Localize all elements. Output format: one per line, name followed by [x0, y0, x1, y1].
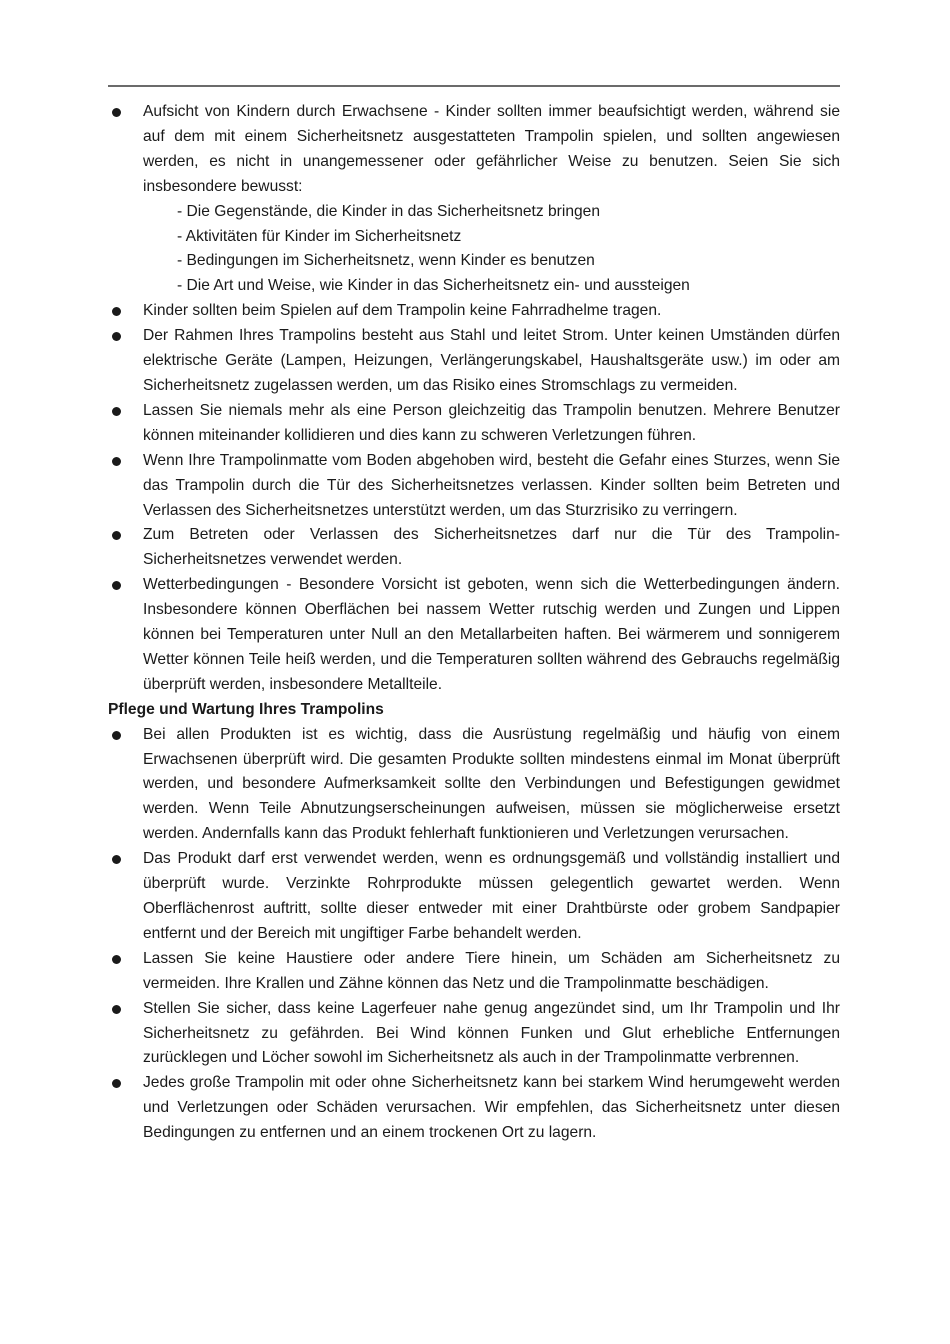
list-item: [108, 1071, 840, 1146]
safety-bullet-list: [108, 100, 840, 698]
bullet-icon: [112, 955, 121, 964]
bullet-icon: [112, 108, 121, 117]
bullet-icon: [112, 457, 121, 466]
sub-list-item: - Bedingungen im Sicherheitsnetz, wenn Kinder es benutzen: [177, 252, 595, 270]
sub-list-item: - Aktivitäten für Kinder im Sicherheitsnetz: [177, 227, 462, 245]
document-body: [108, 100, 840, 1146]
list-item: [108, 997, 840, 1072]
list-item: [108, 947, 840, 997]
bullet-text: Bei allen Produkten ist es wichtig, dass die Ausrüstung regelmäßig und häufig von einem Erwachsenen überprüft wird. Die gesamten Produkte sollten mindestens einmal im Monat überprüft werden, und besondere Aufmerksamkeit sollte den Verbindungen und Befestigungen gewidmet werden. Wenn Teile Abnutzungserscheinungen aufweisen, müssen sie möglicherweise ersetzt werden. Andernfalls kann das Produkt fehlerhaft funktionieren und Verletzungen verursachen.: [143, 725, 840, 843]
bullet-icon: [112, 307, 121, 316]
bullet-icon: [112, 581, 121, 590]
bullet-text: Zum Betreten oder Verlassen des Sicherheitsnetzes darf nur die Tür des Trampolin-Sicherheitsnetzes verwendet werden.: [143, 526, 840, 569]
bullet-icon: [112, 1005, 121, 1014]
bullet-icon: [112, 1079, 121, 1088]
bullet-icon: [112, 731, 121, 740]
list-item: [108, 847, 840, 947]
bullet-text: Kinder sollten beim Spielen auf dem Trampolin keine Fahrradhelme tragen.: [143, 302, 662, 320]
list-item: [108, 399, 840, 449]
bullet-text: Lassen Sie keine Haustiere oder andere Tiere hinein, um Schäden am Sicherheitsnetz zu vermeiden. Ihre Krallen und Zähne können das Netz und die Trampolinmatte beschädigen.: [143, 949, 840, 992]
bullet-text: Jedes große Trampolin mit oder ohne Sicherheitsnetz kann bei starkem Wind herumgeweht werden und Verletzungen oder Schäden verursachen. Wir empfehlen, das Sicherheitsnetz unter diesen Bedingungen zu entfernen und an einem trockenen Ort zu lagern.: [143, 1074, 840, 1142]
bullet-text: Stellen Sie sicher, dass keine Lagerfeuer nahe genug angezündet sind, um Ihr Trampolin und Ihr Sicherheitsnetz zu gefährden. Bei Wind können Funken und Glut erhebliche Entfernungen zurücklegen und Löcher sowohl im Sicherheitsnetz als auch in der Trampolinmatte verbrennen.: [143, 999, 840, 1067]
list-item: [108, 723, 840, 848]
bullet-text: Der Rahmen Ihres Trampolins besteht aus Stahl und leitet Strom. Unter keinen Umständen dürfen elektrische Geräte (Lampen, Heizungen, Verlängerungskabel, Haushaltsgeräte usw.) im oder am Sicherheitsnetz zugelassen werden, um das Risiko eines Stromschlags zu vermeiden.: [143, 327, 840, 394]
bullet-text: Wetterbedingungen - Besondere Vorsicht ist geboten, wenn sich die Wetterbedingungen ändern. Insbesondere können Oberflächen bei nassem Wetter rutschig werden und Zungen und Lippen können bei Temperaturen unter Null an den Metallarbeiten haften. Bei wärmerem und sonnigerem Wetter können Teile heiß werden, und die Temperaturen sollten während des Gebrauchs regelmäßig überprüft werden, insbesondere Metallteile.: [143, 576, 840, 693]
sub-list-item: - Die Gegenstände, die Kinder in das Sicherheitsnetz bringen: [177, 202, 601, 220]
awareness-sub-list: [143, 200, 840, 300]
list-item: [108, 324, 840, 399]
bullet-icon: [112, 855, 121, 864]
maintenance-bullet-list: [108, 723, 840, 1146]
bullet-icon: [112, 531, 121, 540]
list-item: [108, 573, 840, 698]
list-item: [108, 100, 840, 299]
list-item: [108, 449, 840, 524]
bullet-text: Das Produkt darf erst verwendet werden, wenn es ordnungsgemäß und vollständig installiert und überprüft wurde. Verzinkte Rohrprodukte müssen gelegentlich gewartet werden. Wenn Oberflächenrost auftritt, sollte dieser entweder mit einer Drahtbürste oder grobem Sandpapier entfernt und der Bereich mit ungiftiger Farbe behandelt werden.: [143, 850, 840, 942]
bullet-text: Aufsicht von Kindern durch Erwachsene - Kinder sollten immer beaufsichtigt werden, während sie auf dem mit einem Sicherheitsnetz ausgestatteten Trampolin spielen, und sollten angewiesen werden, es nicht in unangemessener oder gefährlicher Weise zu benutzen. Seien Sie sich insbesondere bewusst:: [143, 103, 840, 195]
section-heading-maintenance: Pflege und Wartung Ihres Trampolins: [108, 700, 384, 718]
header-rule: [108, 85, 840, 87]
bullet-text: Wenn Ihre Trampolinmatte vom Boden abgehoben wird, besteht die Gefahr eines Sturzes, wenn Sie das Trampolin durch die Tür des Sicherheitsnetzes verlassen. Kinder sollten beim Betreten und Verlassen des Sicherheitsnetzes unterstützt werden, um das Sturzrisiko zu verringern.: [143, 451, 840, 519]
bullet-icon: [112, 407, 121, 416]
list-item: [108, 299, 840, 324]
bullet-text: Lassen Sie niemals mehr als eine Person gleichzeitig das Trampolin benutzen. Mehrere Benutzer können miteinander kollidieren und dies kann zu schweren Verletzungen führen.: [143, 401, 840, 444]
list-item: [108, 523, 840, 573]
sub-list-item: - Die Art und Weise, wie Kinder in das Sicherheitsnetz ein- und aussteigen: [177, 277, 690, 295]
bullet-icon: [112, 332, 121, 341]
